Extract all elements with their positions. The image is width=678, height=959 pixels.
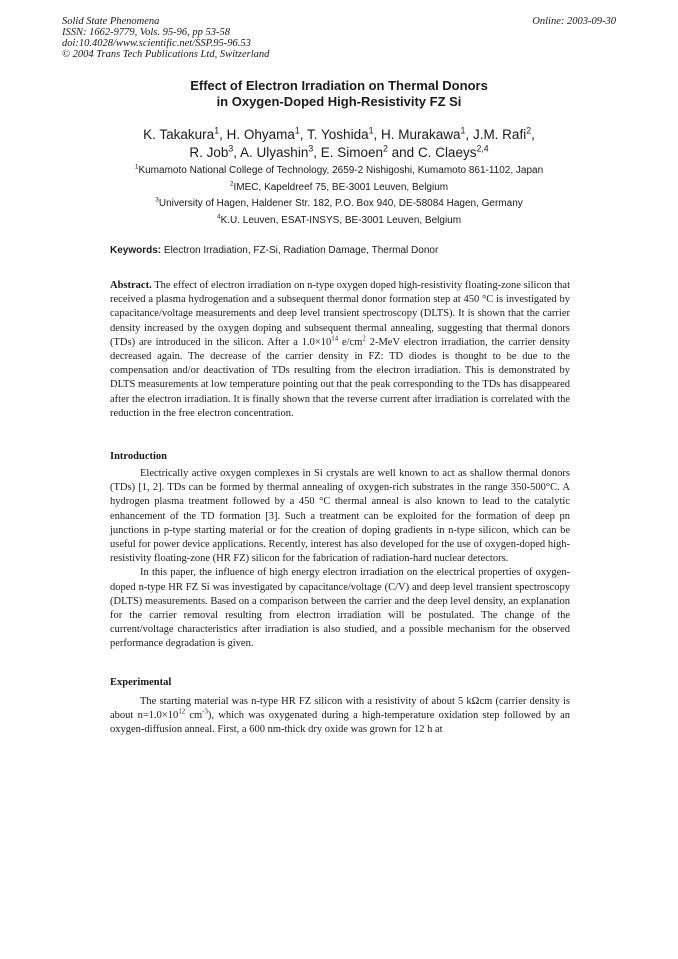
keywords-text: Electron Irradiation, FZ-Si, Radiation Damage, Thermal Donor [163,245,439,256]
affil-text: Kumamoto National College of Technology, 2659-2 Nishigoshi, Kumamoto 861-1102, Japan [138,165,544,176]
affil-mark: 1 [134,163,139,171]
experimental-exponent: -3 [202,708,208,716]
online-date: Online: 2003-09-30 [532,16,616,27]
author-name: T. Yoshida [307,127,369,142]
abstract-paragraph [110,279,570,421]
affiliation-3 [40,196,638,213]
affil-text: K.U. Leuven, ESAT-INSYS, BE-3001 Leuven, Belgium [220,214,462,226]
author-line-2: R. Job$^3$, A. Ulyashin$^3$, E. Simoen$^2$ and C. Claeys$^{2,4}$ [189,143,489,160]
author-list [40,126,638,162]
title-line-1: Effect of Electron Irradiation on Thermal Donors [190,78,488,93]
author-name: K. Takakura [143,127,215,142]
experimental-exponent: 12 [178,708,186,716]
keywords-label: Keywords: [110,245,162,256]
author-name: A. Ulyashin [240,145,309,160]
experimental-text: cm [185,710,203,722]
affil-text: University of Hagen, Haldener Str. 182, P.O. Box 940, DE-58084 Hagen, Germany [158,198,523,209]
author-affil-mark: 2 [383,143,388,154]
author-affil-mark: 3 [228,143,234,154]
author-affil-mark: 3 [308,143,314,154]
author-line-1: K. Takakura$^1$, H. Ohyama$^1$, T. Yoshida$^1$, H. Murakawa$^1$, J.M. Rafi$^2$, [143,125,535,142]
affil-mark: 3 [155,196,159,204]
introduction-heading: Introduction [110,451,167,462]
experimental-body [110,695,570,738]
issn-line: ISSN: 1662-9779, Vols. 95-96, pp 53-58 [62,27,230,38]
introduction-body [110,467,570,652]
abstract-text: e/cm [338,336,363,348]
affil-mark: 2 [229,180,234,188]
journal-header [62,16,269,60]
experimental-paragraph [110,695,570,738]
introduction-paragraph-2: In this paper, the influence of high energy electron irradiation on the electrical properties of oxygen-doped n-type HR FZ Si was investigated by capacitance/voltage (C/V) and deep level transient spectroscopy (DLTS) measurements. Based on a comparison between the carrier and the deep level density, an explanation for the carrier removal resulting from electron irradiation will be postulated. The change of the current/voltage characteristics after irradiation is also studied, and a possible mechanism for the observed performance degradation is given. [110,567,570,650]
abstract-text: 2-MeV electron irradiation, the carrier density decreased again. The decrease of the carrier density in FZ: TD diodes is thought to be due to the compensation and/or deactivation of TDs resulting from the electron irradiation. This is demonstrated by DLTS measurements at low temperature pointing out that the peak corresponding to the TDs has disappeared after the electron irradiation. It is finally shown that the reverse current after irradiation is correlated with the reduction in the free electron concentration. [110,336,570,419]
author-affil-mark: 2 [526,125,532,136]
author-name: R. Job [189,145,229,160]
author-affil-mark: 1 [460,125,466,136]
author-name: C. Claeys [417,145,477,160]
abstract-exponent: 2 [362,335,366,343]
paper-title [40,78,638,110]
experimental-heading: Experimental [110,677,172,688]
copyright-line: © 2004 Trans Tech Publications Ltd, Switzerland [62,49,270,60]
abstract [110,279,570,421]
introduction-paragraph-1: Electrically active oxygen complexes in Si crystals are well known to act as shallow thermal donors (TDs) [1, 2]. TDs can be formed by thermal annealing of oxygen-rich substrates in the range 350-500°C. A hydrogen plasma treatment followed by a 450 °C thermal anneal is also known to lead to the catalytic enhancement of the TD formation [3]. Such a treatment can be exploited for the formation of deep pn junctions in p-type starting material or for the creation of doping gradients in n-type silicon, which can be useful for power device applications. Recently, interest has also developed for the use of oxygen-doped high-resistivity floating-zone (HR FZ) silicon for the fabrication of radiation-hard nuclear detectors. [110,468,570,565]
author-affil-mark: 1 [368,125,374,136]
experimental-text: ), which was oxygenated during a high-temperature oxidation step followed by an oxygen-diffusion anneal. First, a 600 nm-thick dry oxide was grown for 12 h at [110,710,570,736]
author-name: E. Simoen [320,145,384,160]
author-affil-mark: 2,4 [476,143,489,154]
keywords [110,244,570,257]
title-line-2: in Oxygen-Doped High-Resistivity FZ Si [216,94,462,109]
author-affil-mark: 1 [294,125,300,136]
abstract-text: The effect of electron irradiation on n-type oxygen doped high-resistivity floating-zone silicon that received a plasma hydrogenation and a subsequent thermal donor formation step at 450 °C is investigated by capacitance/voltage measurements and deep level transient spectroscopy (DLTS). It is shown that the carrier density increased by the oxygen doping and subsequent thermal annealing, suggesting that thermal donors (TDs) are introduced in the silicon. After a 1.0×10 [110,280,571,348]
affil-mark: 4 [216,213,221,221]
affiliation-1 [40,163,638,180]
abstract-exponent: 14 [331,335,339,343]
abstract-label: Abstract. [110,280,152,291]
author-name: J.M. Rafi [472,127,527,142]
affiliation-4 [40,213,638,230]
author-name: H. Murakawa [381,127,461,142]
author-affil-mark: 1 [214,125,220,136]
journal-name: Solid State Phenomena [62,16,160,27]
experimental-text: The starting material was n-type HR FZ silicon with a resistivity of about 5 kΩcm (carrier density is about n=1.0×10 [110,696,570,722]
affil-text: IMEC, Kapeldreef 75, BE-3001 Leuven, Belgium [233,181,449,193]
affiliation-list [40,163,638,229]
doi-line: doi:10.4028/www.scientific.net/SSP.95-96.53 [62,38,251,49]
author-name: H. Ohyama [226,127,295,142]
affiliation-2 [40,180,638,197]
